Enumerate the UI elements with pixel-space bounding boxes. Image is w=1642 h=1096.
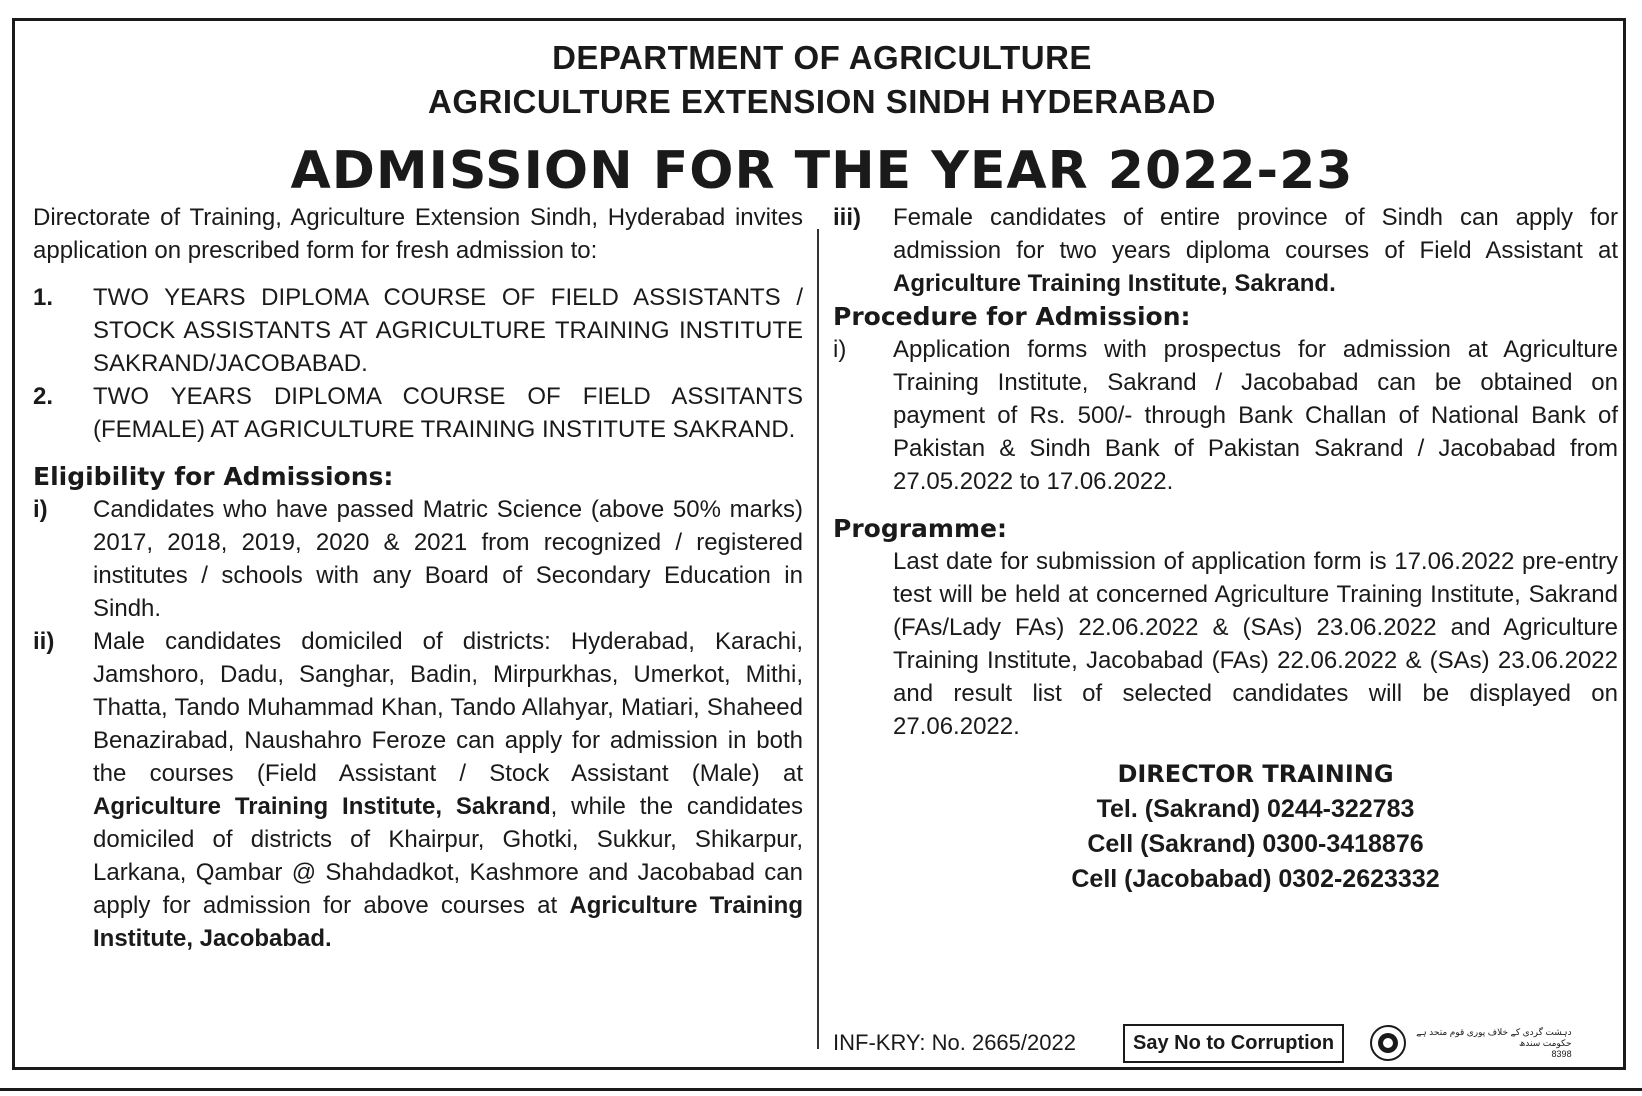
- inf-number: INF-KRY: No. 2665/2022: [833, 1030, 1076, 1055]
- cell-number-jacobabad: Cell (Jacobabad) 0302-2623332: [1071, 865, 1440, 893]
- course-text: TWO YEARS DIPLOMA COURSE OF FIELD ASSITANTS (FEMALE) AT AGRICULTURE TRAINING INSTITUTE SAKRAND.: [93, 383, 803, 443]
- procedure-item: [833, 333, 1618, 498]
- course-item: [33, 380, 803, 446]
- footer: [833, 1021, 1618, 1065]
- helpline-number: 8398: [1551, 1048, 1572, 1059]
- eligibility-item: [33, 493, 803, 625]
- admission-title: ADMISSION FOR THE YEAR 2022-23: [290, 141, 1354, 201]
- programme-heading: Programme:: [833, 514, 1007, 543]
- course-number: 1.: [33, 284, 54, 311]
- department-subtitle: AGRICULTURE EXTENSION SINDH HYDERABAD: [428, 83, 1216, 120]
- left-column: [33, 201, 803, 955]
- course-item: [33, 281, 803, 380]
- eligibility-number: iii): [833, 204, 861, 231]
- urdu-government: حکومت سندھ: [1518, 1037, 1572, 1048]
- signatory-role: DIRECTOR TRAINING: [1117, 760, 1394, 788]
- column-divider: [817, 229, 819, 1049]
- course-text: TWO YEARS DIPLOMA COURSE OF FIELD ASSISTANTS / STOCK ASSISTANTS AT AGRICULTURE TRAINING INSTITUTE SAKRAND/JACOBABAD.: [93, 284, 803, 377]
- urdu-slogan: دہشت گردی کے خلاف پوری قوم متحد ہے: [1416, 1026, 1572, 1037]
- eligibility-text-part: Female candidates of entire province of Sindh can apply for admission for two years diploma courses of Field Assistant at: [893, 204, 1618, 264]
- programme-item: [833, 545, 1618, 743]
- institute-name: Agriculture Training Institute, Sakrand: [93, 793, 551, 820]
- intro-paragraph: Directorate of Training, Agriculture Extension Sindh, Hyderabad invites application on prescribed form for fresh admission to:: [33, 204, 803, 264]
- institute-name: Agriculture Training Institute, Sakrand.: [893, 270, 1336, 297]
- anti-corruption-badge: Say No to Corruption: [1123, 1024, 1344, 1063]
- course-number: 2.: [33, 383, 54, 410]
- eligibility-text: [893, 201, 1618, 300]
- eligibility-text: Candidates who have passed Matric Science (above 50% marks) 2017, 2018, 2019, 2020 & 2021 from recognized / registered institutes / schools with any Board of Secondary Education in Sindh.: [93, 496, 803, 622]
- programme-text: Last date for submission of application form is 17.06.2022 pre-entry test will be held at concerned Agriculture Training Institute, Sakrand (FAs/Lady FAs) 22.06.2022 & (SAs) 23.06.2022 and Agriculture Training Institute, Jacobabad (FAs) 22.06.2022 & (SAs) 23.06.2022 and result list of selected candidates will be displayed on 27.06.2022.: [893, 548, 1618, 740]
- institute-name: Agriculture Training Institute, Jacobabad.: [93, 892, 803, 952]
- eligibility-item: [33, 625, 803, 955]
- procedure-heading: Procedure for Admission:: [833, 302, 1191, 331]
- eligibility-number: ii): [33, 628, 55, 655]
- telephone-number: Tel. (Sakrand) 0244-322783: [1096, 795, 1415, 823]
- department-title: DEPARTMENT OF AGRICULTURE: [552, 39, 1092, 76]
- eligibility-heading: Eligibility for Admissions:: [33, 462, 394, 491]
- cell-number-sakrand: Cell (Sakrand) 0300-3418876: [1087, 830, 1424, 858]
- right-column: [833, 201, 1618, 897]
- procedure-text: Application forms with prospectus for admission at Agriculture Training Institute, Sakrand / Jacobabad can be obtained on payment of Rs. 500/- through Bank Challan of National Bank of Pakistan & Sindh Bank of Pakistan Sakrand / Jacobabad from 27.05.2022 to 17.06.2022.: [893, 336, 1618, 495]
- eligibility-text-part: Male candidates domiciled of districts: Hyderabad, Karachi, Jamshoro, Dadu, Sanghar, Badin, Mirpurkhas, Umerkot, Mithi, Thatta, Tando Muhammad Khan, Tando Allahyar, Matiari, Shaheed Benazirabad, Naushahro Feroze can apply for admission in both the courses (Field Assistant / Stock Assistant (Male) at: [93, 628, 803, 787]
- bottom-rule: [0, 1088, 1642, 1091]
- signature-block: [833, 757, 1618, 897]
- procedure-number: i): [833, 336, 847, 363]
- advertisement-frame: [12, 18, 1626, 1070]
- government-emblem-icon: [1368, 1023, 1408, 1063]
- eligibility-text: [93, 625, 803, 955]
- eligibility-number: i): [33, 496, 48, 523]
- eligibility-item: [833, 201, 1618, 300]
- eligibility-text-part: , while the candidates domiciled of districts of Khairpur, Ghotki, Sukkur, Shikarpur, Larkana, Qambar @ Shahdadkot, Kashmore and Jacobabad can apply for admission for above courses at: [93, 793, 803, 919]
- anti-terrorism-notice: [1368, 1023, 1571, 1063]
